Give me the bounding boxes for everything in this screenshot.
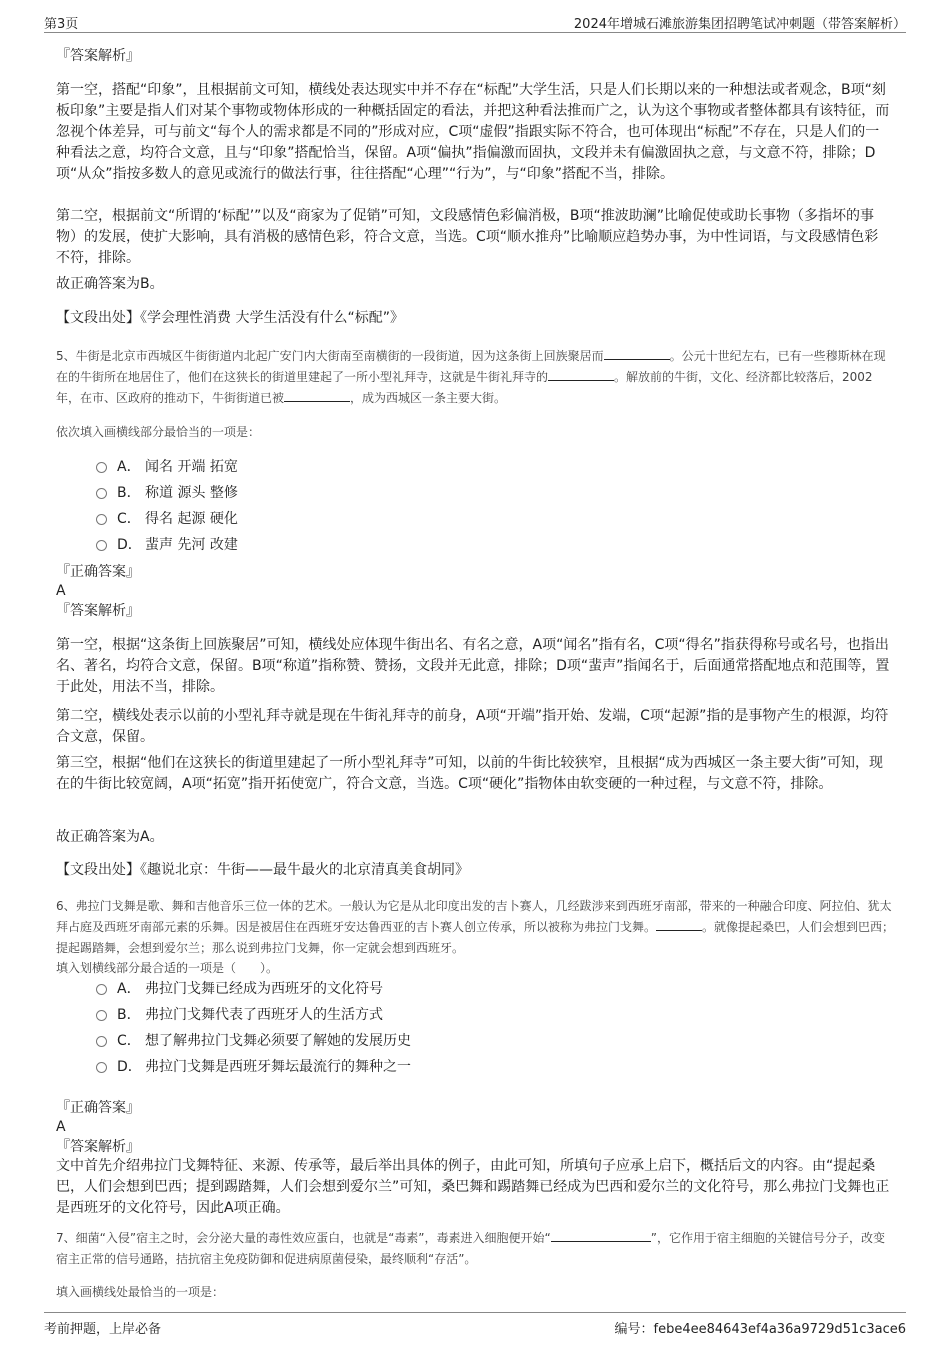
q4-analysis-p2: 第二空，根据前文“所谓的‘标配’”以及“商家为了促销”可知，文段感情色彩偏消极，B项“推波助澜”比喻促使或助长事物（多指坏的事物）的发展，使扩大影响，具有消极的感情色彩，符合文意，当选。C项“顺水推舟”比喻顺应趋势办事，为中性词语，与文段感情色彩不符，排除。 (56, 208, 879, 266)
q4-analysis-p1: 第一空，搭配“印象”，且根据前文可知，横线处表达现实中并不存在“标配”大学生活，只是人们长期以来的一种想法或者观念，B项“刻板印象”主要是指人们对某个事物或物体形成的一种概括固定的看法，并把这种看法推而广之，认为这个事物或者整体都具有该特征，而忽视个体差异，可与前文“每个人的需求都是不同的”形成对应，C项“虚假”指跟实际不符合，也可体现出“标配”不存在，只是人们的一种看法之意，均符合文意，且与“印象”搭配恰当，保留。A项“偏执”指偏激而固执，文段并未有偏激固执之意，与文意不符，排除；D项“从众”指按多数人的意见或流行的做法行事，往往搭配“心理”“行为”，与“印象”搭配不当，排除。 (56, 82, 890, 182)
q5-option-d[interactable]: D． 蜚声 先河 改建 (96, 535, 238, 555)
radio-icon[interactable] (96, 984, 107, 995)
q5-option-a[interactable]: A． 闻名 开端 拓宽 (96, 457, 238, 477)
q4-conclusion: 故正确答案为B。 (56, 276, 164, 292)
page-footer (44, 1312, 906, 1335)
q7-stem: 7、细菌“入侵”宿主之时，会分泌大量的毒性效应蛋白，也就是“毒素”，毒素进入细胞便开始“ ”，它作用于宿主细胞的关键信号分子，改变宿主正常的信号通路，拮抗宿主免疫防御和促进病原菌侵染，最终顺利“存活”。 (56, 1231, 885, 1266)
q4-source: 【文段出处】《学会理性消费 大学生活没有什么“标配”》 (56, 310, 404, 326)
q6-answer: A (56, 1119, 66, 1135)
q6-option-a[interactable]: A． 弗拉门戈舞已经成为西班牙的文化符号 (96, 979, 383, 999)
radio-icon[interactable] (96, 462, 107, 473)
q5-answer: A (56, 583, 66, 599)
q5-source: 【文段出处】《趣说北京：牛街——最牛最火的北京清真美食胡同》 (56, 862, 469, 878)
q6-option-d[interactable]: D． 弗拉门戈舞是西班牙舞坛最流行的舞种之一 (96, 1057, 411, 1077)
page-header (44, 10, 906, 33)
q4-analysis-label: 『答案解析』 (56, 48, 140, 64)
q6-analysis-label: 『答案解析』 (56, 1139, 140, 1155)
page-number: 第3页 (44, 17, 79, 32)
q5-option-c[interactable]: C． 得名 起源 硬化 (96, 509, 238, 529)
q5-prompt: 依次填入画横线部分最恰当的一项是： (56, 425, 261, 439)
q6-option-b[interactable]: B． 弗拉门戈舞代表了西班牙人的生活方式 (96, 1005, 383, 1025)
radio-icon[interactable] (96, 514, 107, 525)
q5-analysis-p2: 第二空，横线处表示以前的小型礼拜寺就是现在牛街礼拜寺的前身，A项“开端”指开始、发端，C项“起源”指的是事物产生的根源，均符合文意，保留。 (56, 708, 889, 745)
q6-analysis: 文中首先介绍弗拉门戈舞特征、来源、传承等，最后举出具体的例子，由此可知，所填句子应承上启下，概括后文的内容。由“提起桑巴，人们会想到巴西；提到踢踏舞，人们会想到爱尔兰”可知，桑巴舞和踢踏舞已经成为巴西和爱尔兰的文化符号，那么弗拉门戈舞也正是西班牙的文化符号，因此A项正确。 (56, 1158, 890, 1216)
q6-stem: 6、弗拉门戈舞是歌、舞和吉他音乐三位一体的艺术。一般认为它是从北印度出发的吉卜赛人，几经跋涉来到西班牙南部，带来的一种融合印度、阿拉伯、犹太拜占庭及西班牙南部元素的乐舞。因是被居住在西班牙安达鲁西亚的吉卜赛人创立传承，所以被称为弗拉门戈舞。 。就像提起桑巴，人们会想到巴西；提起踢踏舞，会想到爱尔兰；那么说到弗拉门戈舞，你一定就会想到西班牙。 (56, 899, 895, 955)
q5-stem: 5、牛街是北京市西城区牛街街道内北起广安门内大街南至南横街的一段街道，因为这条街上回族聚居而 。公元十世纪左右，已有一些穆斯林在现在的牛街所在地居住了，他们在这狭长的街道里建起了一所小型礼拜寺，这就是牛街礼拜寺的 。解放前的牛街，文化、经济都比较落后，2002年，在市、区政府的推动下，牛街街道已被 ，成为西城区一条主要大街。 (56, 349, 886, 405)
radio-icon[interactable] (96, 1010, 107, 1021)
q5-analysis-label: 『答案解析』 (56, 603, 140, 619)
document-title: 2024年增城石滩旅游集团招聘笔试冲刺题（带答案解析） (573, 17, 906, 32)
q6-prompt: 填入划横线部分最合适的一项是（ ）。 (56, 961, 279, 975)
q7-prompt: 填入画横线处最恰当的一项是： (56, 1285, 225, 1299)
radio-icon[interactable] (96, 540, 107, 551)
footer-slogan: 考前押题，上岸必备 (44, 1322, 162, 1337)
q5-answer-label: 『正确答案』 (56, 564, 140, 580)
q5-analysis-p3: 第三空，根据“他们在这狭长的街道里建起了一所小型礼拜寺”可知，以前的牛街比较狭窄，且根据“成为西城区一条主要大街”可知，现在的牛街比较宽阔，A项“拓宽”指开拓使宽广，符合文意，当选。C项“硬化”指物体由软变硬的一种过程，与文意不符，排除。 (56, 755, 884, 792)
q6-option-c[interactable]: C． 想了解弗拉门戈舞必须要了解她的发展历史 (96, 1031, 411, 1051)
radio-icon[interactable] (96, 1062, 107, 1073)
radio-icon[interactable] (96, 1036, 107, 1047)
radio-icon[interactable] (96, 488, 107, 499)
q5-conclusion: 故正确答案为A。 (56, 829, 164, 845)
footer-code: 编号：febe4ee84643ef4a36a9729d51c3ace6 (614, 1322, 906, 1337)
q5-analysis-p1: 第一空，根据“这条街上回族聚居”可知，横线处应体现牛街出名、有名之意，A项“闻名”指有名，C项“得名”指获得称号或名号，也指出名、著名，均符合文意，保留。B项“称道”指称赞、赞扬，文段并无此意，排除；D项“蜚声”指闻名于，后面通常搭配地点和范围等，置于此处，用法不当，排除。 (56, 637, 890, 695)
q6-answer-label: 『正确答案』 (56, 1100, 140, 1116)
q5-option-b[interactable]: B． 称道 源头 整修 (96, 483, 238, 503)
